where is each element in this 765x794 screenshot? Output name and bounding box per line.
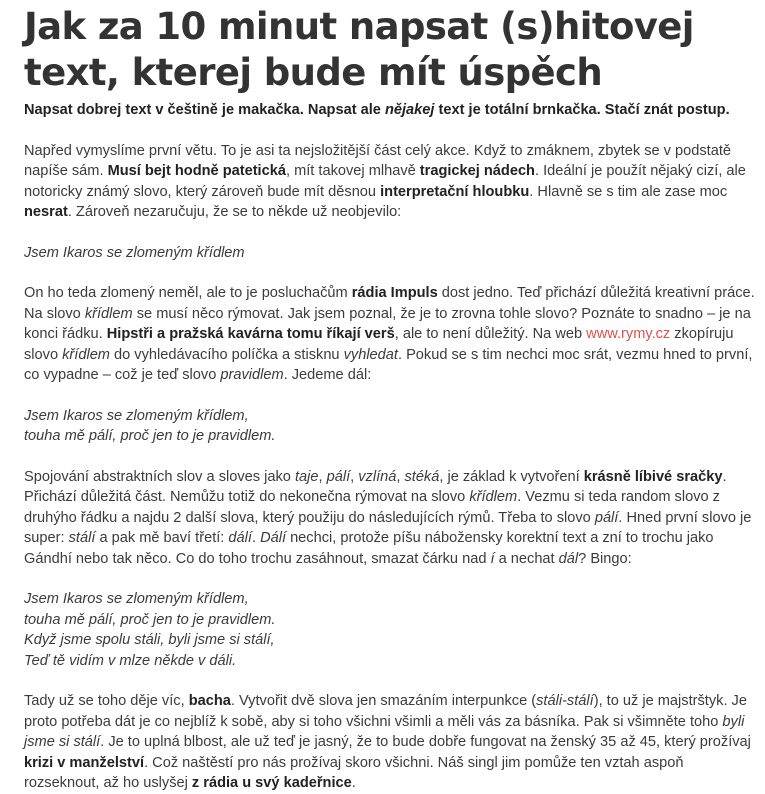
lead-emphasis: nějakej xyxy=(384,102,435,118)
poem-line: Jsem Ikaros se zlomeným křídlem, xyxy=(24,591,249,607)
paragraph-4: Tady už se toho děje víc, bacha. Vytvořit dvě slova jen smazáním interpunkce (stáli-stálí), to už je majstrštyk. Je proto potřeba dát je co nejblíž k sobě, aby si toho všichni všimli a měli vás za básníka. Pak si všimněte toho byli jsme si stálí. Je to uplná blbost, ale už teď je jasný, že to bude dobře fungovat na ženský 35 až 45, který prožívaj krizi v manželství. Což naštěstí pro nás prožívaj skoro všichni. Náš singl jim pomůže ten vztah aspoň rozseknout, až ho uslyšej z rádia u svý kadeřnice. xyxy=(24,693,751,791)
bold-phrase: Hipstři a pražská kavárna tomu říkají verš xyxy=(106,326,395,342)
bold-phrase: krásně líbivé sračky xyxy=(583,468,723,485)
title-line-2: text, kterej bude mít úspěch xyxy=(24,51,603,94)
poem-line: touha mě pálí, proč jen to je pravidlem. xyxy=(24,611,276,628)
poem-line: Když jsme spolu stáli, byli jsme si stálí, xyxy=(24,632,275,648)
bold-phrase: interpretační hloubku xyxy=(380,183,530,200)
article xyxy=(24,0,757,794)
poem-line: Jsem Ikaros se zlomeným křídlem xyxy=(24,244,245,261)
poem-2 xyxy=(24,406,757,447)
paragraph-2: On ho teda zlomený neměl, ale to je posluchačům rádia Impuls dost jedno. Teď přichází důležitá kreativní práce. Na slovo křídlem se musí něco rýmovat. Jak jsem poznal, že je to zrovna tohle slovo? Poznáte to snadno – je na konci řádku. Hipstři a pražská kavárna tomu říkají verš, ale to není důležitý. Na web www.rymy.cz zkopíruju slovo křídlem do vyhledávacího políčka a stisknu vyhledat. Pokud se s tim nechci moc srát, vezmu hned to první, co vypadne – což je teď slovo pravidlem. Jedeme dál: xyxy=(24,285,755,383)
rymy-link[interactable]: www.rymy.cz xyxy=(586,326,671,342)
bold-phrase: bacha xyxy=(188,693,231,709)
paragraph-3: Spojování abstraktních slov a sloves jako taje, pálí, vzlíná, stéká, je základ k vytvoření krásně líbivé sračky. Přichází důležitá část. Nemůžu totiž do nekonečna rýmovat na slovo křídlem. Vezmu si teda random slovo z druhýho řádku a najdu 2 další slova, který použiju do následujících rýmů. Třeba to slovo pálí. Hned první slovo je super: stálí a pak mě baví třetí: dálí. Dálí nechci, protože píšu nábožensky korektní text a zní to trochu jako Gándhí nebo tak něco. Co do toho trochu zasáhnout, smazat čárku nad í a nechat dál? Bingo: xyxy=(24,468,752,567)
bold-phrase: krizi v manželství xyxy=(24,754,145,771)
article-title xyxy=(24,0,757,96)
poem-line: touha mě pálí, proč jen to je pravidlem. xyxy=(24,428,276,444)
lead-paragraph: Napsat dobrej text v češtině je makačka. Napsat ale nějakej text je totální brnkačka. Stačí znát postup. xyxy=(24,102,730,118)
bold-phrase: nesrat xyxy=(24,204,68,220)
poem-1 xyxy=(24,243,757,264)
bold-phrase: rádia Impuls xyxy=(351,285,438,301)
bold-phrase: z rádia u svý kadeřnice xyxy=(191,775,352,791)
title-line-1: Jak za 10 minut napsat (s)hitovej xyxy=(24,5,694,48)
poem-3 xyxy=(24,589,757,671)
bold-phrase: tragickej nádech xyxy=(419,163,535,179)
poem-line: Teď tě vidím v mlze někde v dáli. xyxy=(24,652,237,669)
bold-phrase: Musí bejt hodně patetická xyxy=(107,163,286,179)
paragraph-1: Napřed vymyslíme první větu. To je asi ta nejsložitější část celý akce. Když to zmáknem, zbytek se v podstatě napíše sám. Musí bejt hodně patetická, mít takovej mlhavě tragickej nádech. Ideální je použít nějaký cizí, ale notoricky známý slovo, který zároveň bude mít děsnou interpretační hloubku. Hlavně se s tim ale zase moc nesrat. Zároveň nezaručuju, že se to někde už neobjevilo: xyxy=(24,142,746,220)
poem-line: Jsem Ikaros se zlomeným křídlem, xyxy=(24,407,249,424)
